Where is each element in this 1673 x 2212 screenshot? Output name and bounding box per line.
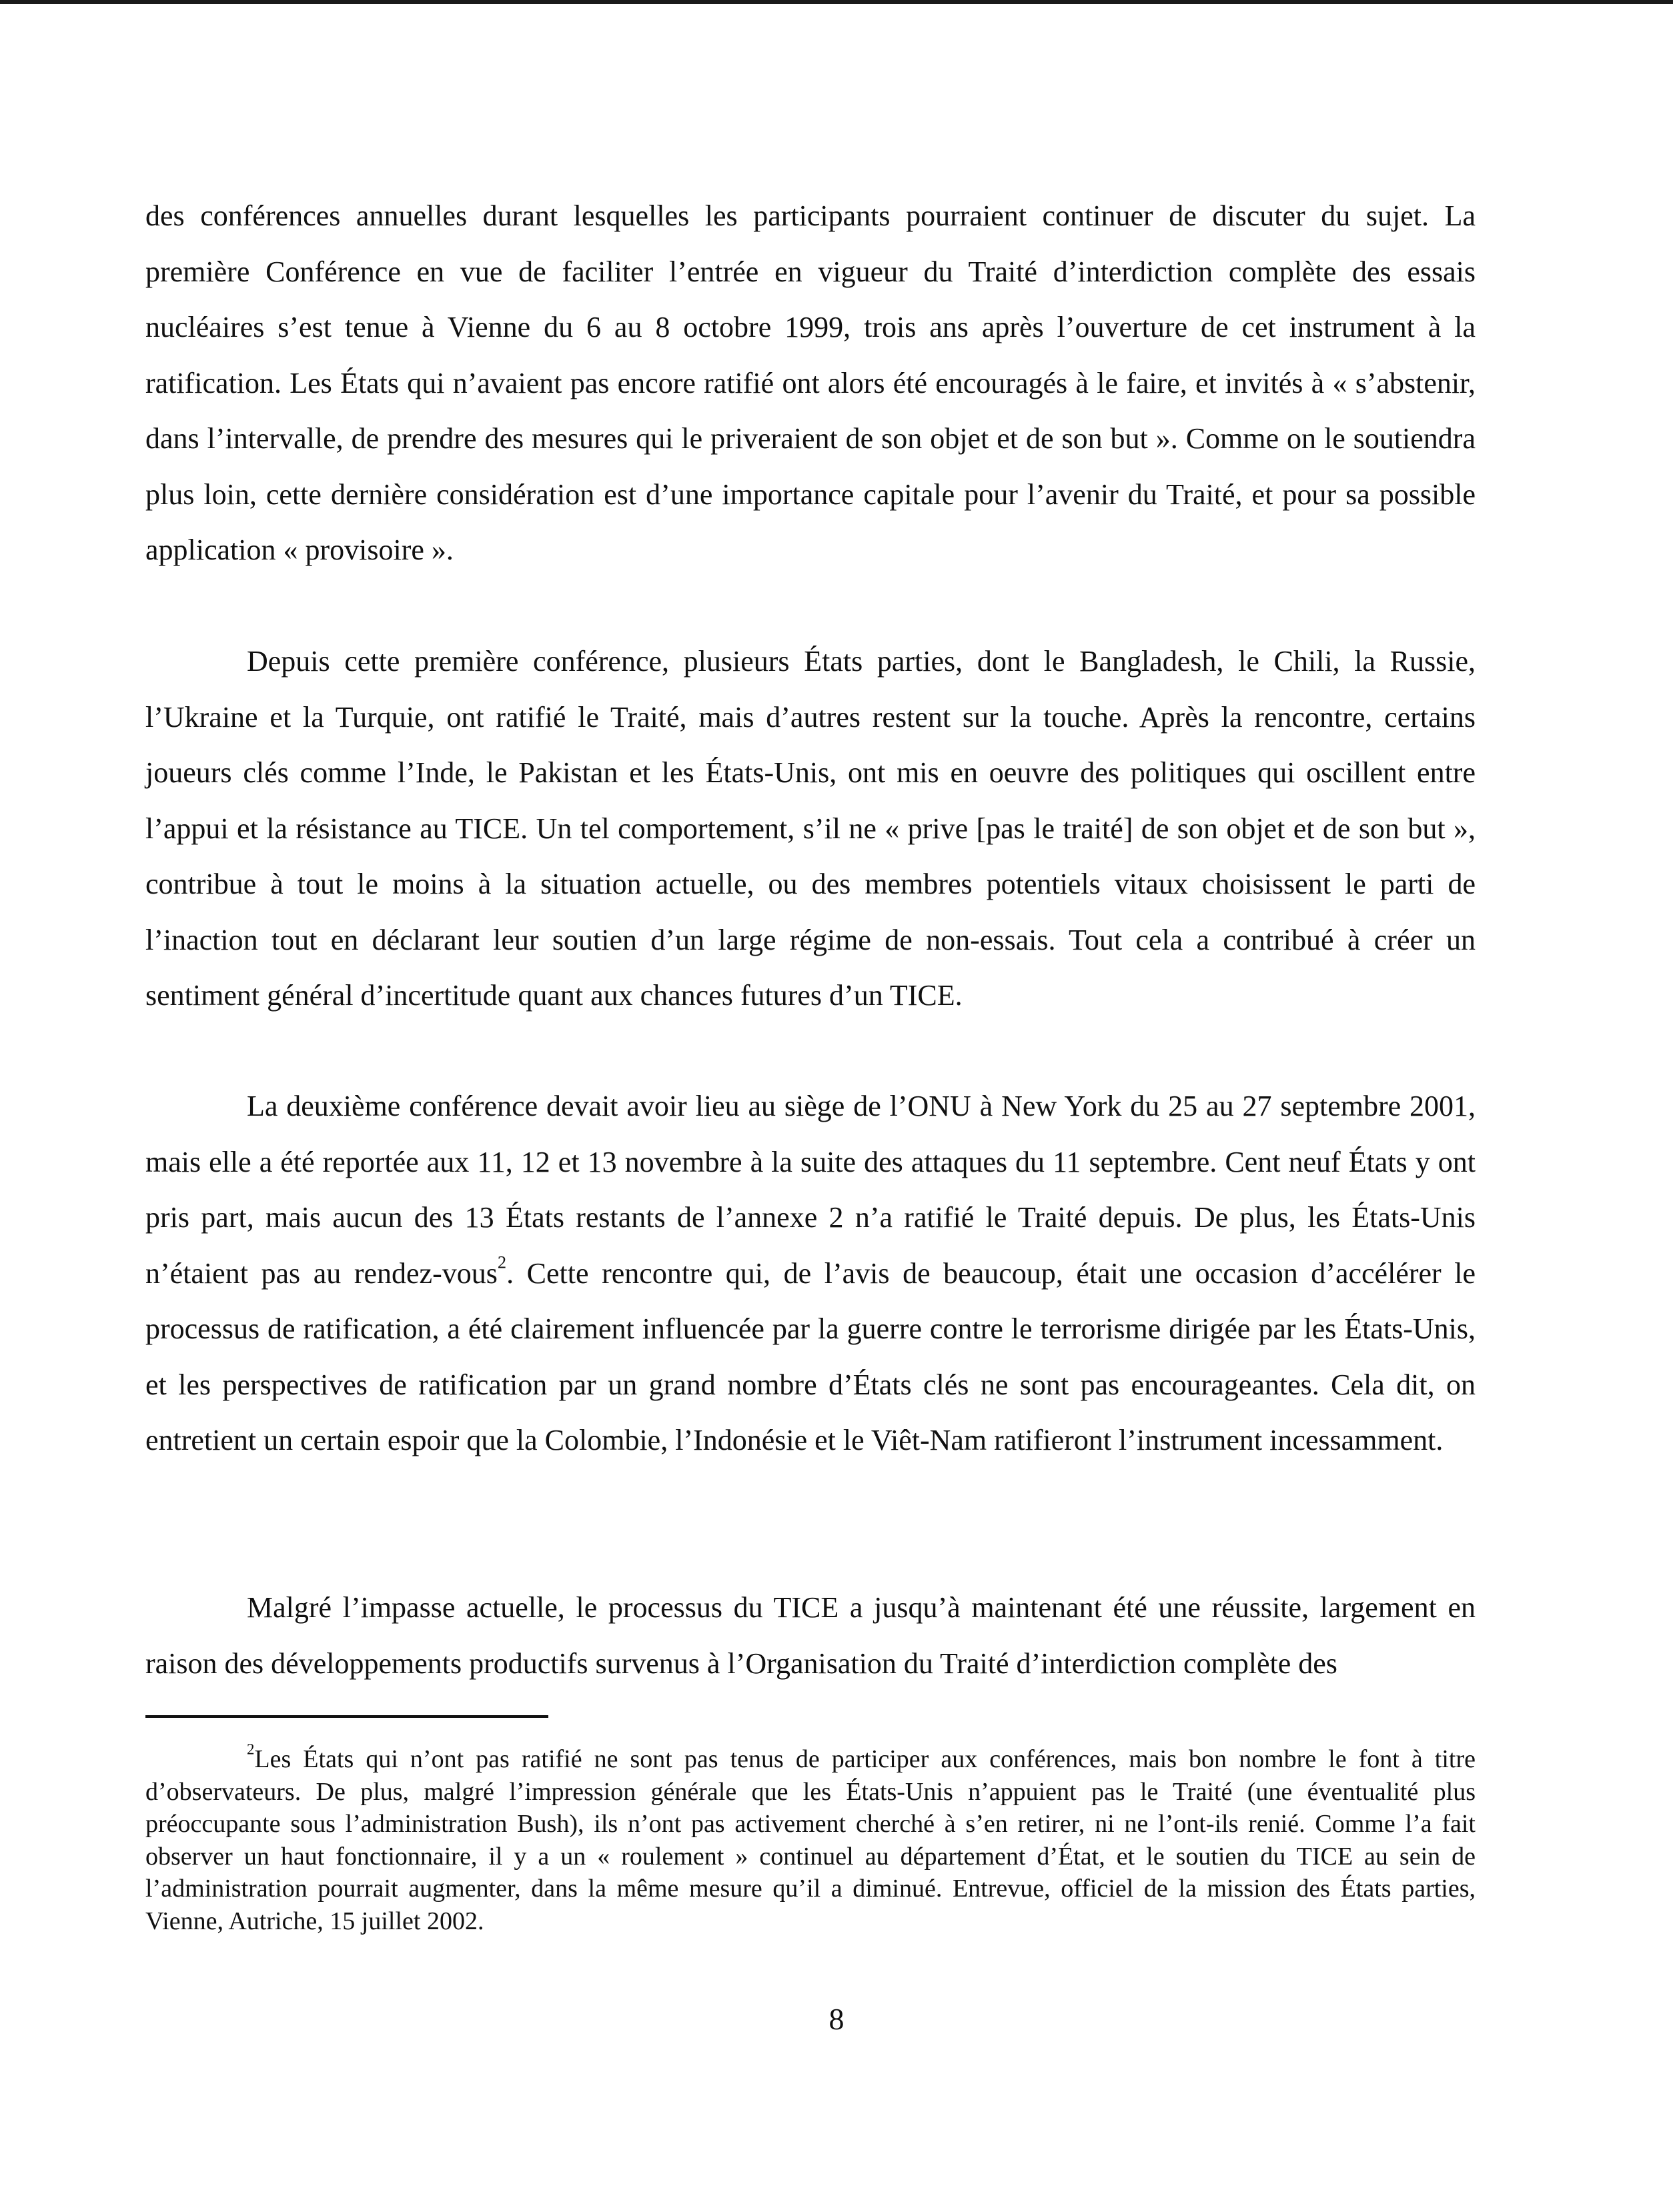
top-border-rule [0, 0, 1673, 4]
page-number: 8 [828, 2002, 845, 2036]
paragraph-1: des conférences annuelles durant lesquelles les participants pourraient continuer de discuter du sujet. La première Conférence en vue de faciliter l’entrée en vigueur du Traité d’interdiction complète des essais nucléaires s’est tenue à Vienne du 6 au 8 octobre 1999, trois ans après l’ouverture de cet instrument à la ratification. Les États qui n’avaient pas encore ratifié ont alors été encouragés à le faire, et invités à « s’abstenir, dans l’intervalle, de prendre des mesures qui le priveraient de son objet et de son but ». Comme on le soutiendra plus loin, cette dernière considération est d’une importance capitale pour l’avenir du Traité, et pour sa possible application « provisoire ». [145, 199, 1476, 566]
footnote [145, 1743, 1476, 1937]
paragraph-3-text-before-note: La deuxième conférence devait avoir lieu au siège de l’ONU à New York du 25 au 27 septembre 2001, mais elle a été reportée aux 11, 12 et 13 novembre à la suite des attaques du 11 septembre. Cent neuf États y ont pris part, mais aucun des 13 États restants de l’annexe 2 n’a ratifié le Traité depuis. De plus, les États-Unis n’étaient pas au rendez-vous [145, 1090, 1476, 1290]
paragraph-2: Depuis cette première conférence, plusieurs États parties, dont le Bangladesh, le Chili, la Russie, l’Ukraine et la Turquie, ont ratifié le Traité, mais d’autres restent sur la touche. Après la rencontre, certains joueurs clés comme l’Inde, le Pakistan et les États-Unis, ont mis en oeuvre des politiques qui oscillent entre l’appui et la résistance au TICE. Un tel comportement, s’il ne « prive [pas le traité] de son objet et de son but », contribue à tout le moins à la situation actuelle, ou des membres potentiels vitaux choisissent le parti de l’inaction tout en déclarant leur soutien d’un large régime de non-essais. Tout cela a contribué à créer un sentiment général d’incertitude quant aux chances futures d’un TICE. [145, 645, 1476, 1012]
paragraph-3-text-after-note: . Cette rencontre qui, de l’avis de beaucoup, était une occasion d’accélérer le processus de ratification, a été clairement influencée par la guerre contre le terrorisme dirigée par les États-Unis, et les perspectives de ratification par un grand nombre d’États clés ne sont pas encourageantes. Cela dit, on entretient un certain espoir que la Colombie, l’Indonésie et le Viêt-Nam ratifieront l’instrument incessamment. [145, 1256, 1476, 1456]
paragraph-3 [145, 1078, 1476, 1468]
footnote-text: Les États qui n’ont pas ratifié ne sont pas tenus de participer aux conférences, mais bon nombre le font à titre d’observateurs. De plus, malgré l’impression générale que les États-Unis n’appuient pas le Traité (une éventualité plus préoccupante sous l’administration Bush), ils n’ont pas activement cherché à s’en retirer, ni ne l’ont-ils renié. Comme l’a fait observer un haut fonctionnaire, il y a un « roulement » continuel au département d’État, et le soutien du TICE au sein de l’administration pourrait augmenter, dans la même mesure qu’il a diminué. Entrevue, officiel de la mission des États parties, Vienne, Autriche, 15 juillet 2002. [145, 1745, 1476, 1935]
paragraph-4: Malgré l’impasse actuelle, le processus du TICE a jusqu’à maintenant été une réussite, largement en raison des développements productifs survenus à l’Organisation du Traité d’interdiction complète des [145, 1591, 1476, 1680]
footnote-marker: 2 [247, 1741, 255, 1758]
footnote-reference: 2 [497, 1252, 507, 1272]
footnote-separator [145, 1715, 548, 1718]
